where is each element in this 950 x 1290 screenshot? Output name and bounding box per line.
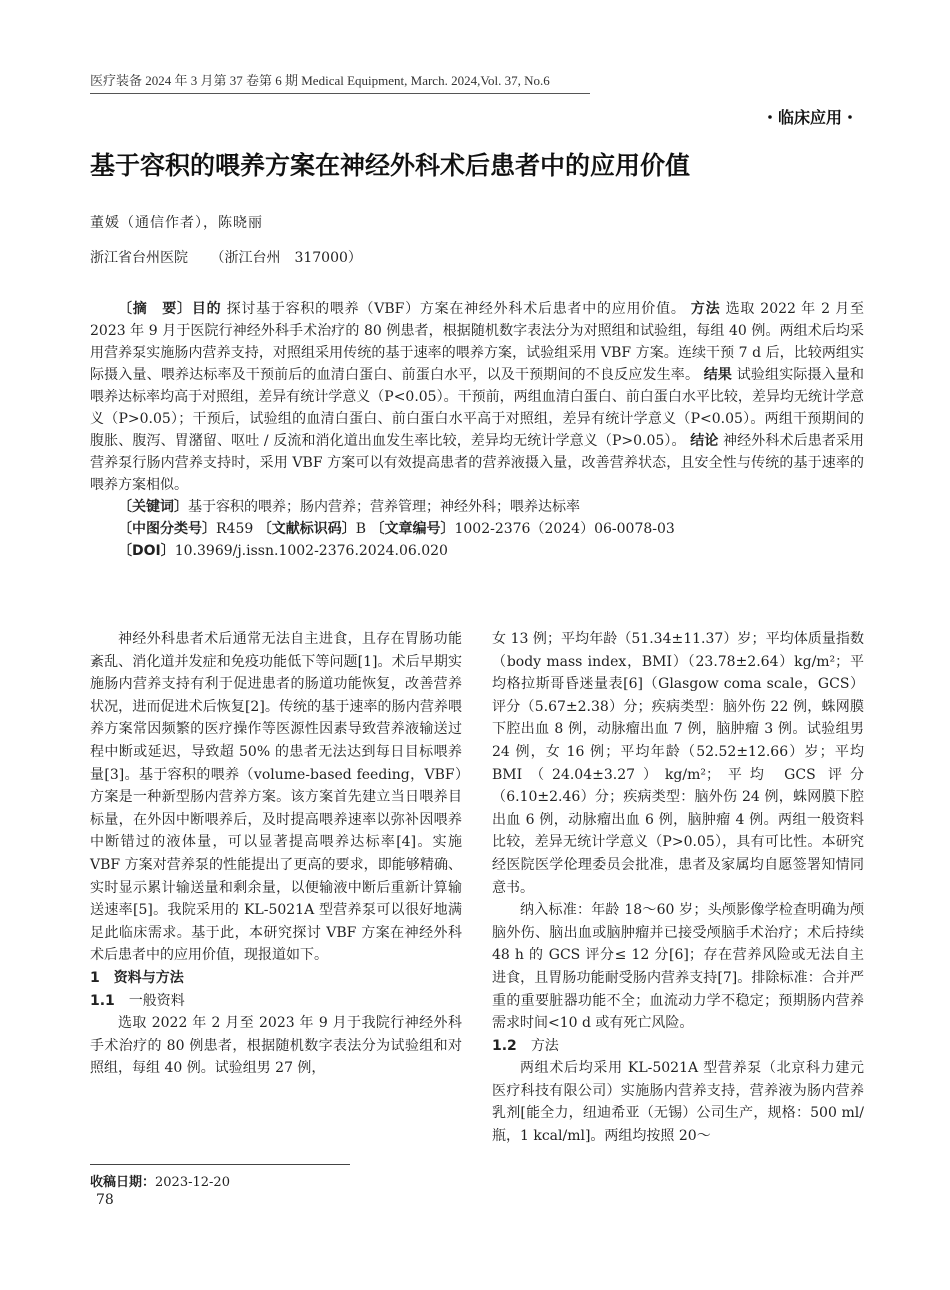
methods-text: 选取 2022 年 2 月至 2023 年 9 月于医院行神经外科手术治疗的 80 例患者，根据随机数字表法分为对照组和试验组，每组 40 例。两组术后均采用营养泵实施肠内营养支持，对照组采用传统的基于速率的喂养方案，试验组采用 VBF 方案。连续干预 7 d 后，比较两组实际摄入量、喂养达标率及干预前后的血清白蛋白、前蛋白水平，以及干预期间的不良反应发生率。: [90, 301, 865, 383]
heading-number: 1: [90, 969, 100, 986]
authors: 董媛（通信作者），陈晓丽: [90, 215, 263, 231]
body-right-column: [492, 628, 864, 1148]
criteria-paragraph: 纳入标准：年龄 18～60 岁；头颅影像学检查明确为颅脑外伤、脑出血或脑肿瘤并已接受颅脑手术治疗；术后持续 48 h 的 GCS 评分≤ 12 分[6]；存在营养风险或无法自主进食，且胃肠功能耐受肠内营养支持[7]。排除标准：合并严重的重要脏器功能不全；血流动力学不稳定；预期肠内营养需求时间<10 d 或有死亡风险。: [492, 902, 864, 1032]
subheading-number: 1.2: [492, 1037, 517, 1054]
heading-text: 资料与方法: [113, 969, 184, 986]
methods-label: 方法: [690, 301, 721, 317]
heading-methods: [492, 1035, 864, 1058]
doi-value: 10.3969/j.issn.1002-2376.2024.06.020: [174, 543, 448, 559]
general-data-continued: 女 13 例；平均年龄（51.34±11.37）岁；平均体质量指数（body mass index，BMI）（23.78±2.64）kg/m²；平均格拉斯哥昏迷量表[6]（Glasgow coma scale，GCS）评分（5.67±2.38）分；疾病类型：脑外伤 22 例，蛛网膜下腔出血 8 例，动脉瘤出血 7 例，脑肿瘤 3 例。试验组男 24 例，女 16 例；平均年龄（52.52±12.66）岁；平均 BMI（24.04±3.27）kg/m²；平均 GCS 评分（6.10±2.46）分；疾病类型：脑外伤 24 例，蛛网膜下腔出血 6 例，动脉瘤出血 6 例，脑肿瘤 4 例。两组一般资料比较，差异无统计学意义（P>0.05），具有可比性。本研究经医院医学伦理委员会批准，患者及家属均自愿签署知情同意书。: [492, 631, 864, 896]
subheading-number: 1.1: [90, 992, 115, 1009]
received-value: 2023-12-20: [155, 1175, 230, 1190]
doi-line: [90, 540, 864, 562]
affiliation-name: 浙江省台州医院: [90, 250, 188, 266]
received-label: 收稿日期：: [90, 1175, 156, 1190]
journal-header: 医疗装备 2024 年 3 月第 37 卷第 6 期 Medical Equipment, March. 2024,Vol. 37, No.6: [90, 70, 590, 94]
intro-paragraph: 神经外科患者术后通常无法自主进食，且存在胃肠功能紊乱、消化道并发症和免疫功能低下等问题[1]。术后早期实施肠内营养支持有利于促进患者的肠道功能恢复，改善营养状况，进而促进术后恢复[2]。传统的基于速率的肠内营养喂养方案常因频繁的医疗操作等医源性因素导致营养液输送过程中断或延迟，导致超 50% 的患者无法达到每日目标喂养量[3]。基于容积的喂养（volume-based feeding，VBF）方案是一种新型肠内营养方案。该方案首先建立当日喂养目标量，在外因中断喂养后，及时提高喂养速率以弥补因喂养中断错过的液体量，可以显著提高喂养达标率[4]。实施 VBF 方案对营养泵的性能提出了更高的要求，即能够精确、实时显示累计输送量和剩余量，以便输液中断后重新计算输送速率[5]。我院采用的 KL-5021A 型营养泵可以很好地满足此临床需求。基于此，本研究探讨 VBF 方案在神经外科术后患者中的应用价值，现报道如下。: [90, 631, 462, 964]
affiliation-location: （浙江台州 317000）: [210, 250, 362, 266]
affiliation: [90, 247, 362, 267]
objective-text: 探讨基于容积的喂养（VBF）方案在神经外科术后患者中的应用价值。: [226, 301, 686, 317]
received-date: [90, 1164, 350, 1190]
doc-code-label: 〔文献标识码〕: [257, 521, 356, 537]
keywords-value: 基于容积的喂养；肠内营养；营养管理；神经外科；喂养达标率: [188, 499, 580, 515]
doc-code-value: B: [355, 521, 367, 537]
classification-line: [90, 518, 864, 540]
keywords-label: 〔关键词〕: [118, 499, 188, 515]
subheading-text: 方法: [530, 1037, 559, 1054]
results-label: 结果: [703, 367, 733, 383]
abstract: [90, 298, 864, 562]
article-title: 基于容积的喂养方案在神经外科术后患者中的应用价值: [90, 151, 691, 180]
conclusion-text: 神经外科术后患者采用营养泵行肠内营养支持时，采用 VBF 方案可以有效提高患者的营养液摄入量，改善营养状态，且安全性与传统的基于速率的喂养方案相似。: [90, 433, 865, 493]
results-text: 试验组实际摄入量和喂养达标率均高于对照组，差异有统计学意义（P<0.05）。干预前，两组血清白蛋白、前白蛋白水平比较，差异均无统计学意义（P>0.05）；干预后，试验组的血清白蛋白、前白蛋白水平高于对照组，差异有统计学意义（P<0.05）。两组干预期间的腹胀、腹泻、胃潴留、呕吐 / 反流和消化道出血发生率比较，差异均无统计学意义（P>0.05）。: [90, 367, 865, 449]
article-number-value: 1002-2376（2024）06-0078-03: [454, 521, 675, 537]
clc-value: R459: [216, 521, 254, 537]
conclusion-label: 结论: [690, 433, 719, 449]
keywords-line: [90, 496, 864, 518]
objective-label: 目的: [191, 301, 222, 317]
doi-label: 〔DOI〕: [118, 543, 175, 559]
methods-paragraph: 两组术后均采用 KL-5021A 型营养泵（北京科力建元医疗科技有限公司）实施肠内营养支持，营养液为肠内营养乳剂[能全力，纽迪希亚（无锡）公司生产，规格：500 ml/瓶，1 kcal/ml]。两组均按照 20～: [492, 1060, 864, 1145]
general-data-paragraph: 选取 2022 年 2 月至 2023 年 9 月于我院行神经外科手术治疗的 80 例患者，根据随机数字表法分为试验组和对照组，每组 40 例。试验组男 27 例，: [90, 1015, 462, 1077]
body-left-column: [90, 628, 462, 1080]
heading-materials-methods: [90, 967, 462, 990]
page-number: 78: [96, 1192, 114, 1208]
section-label: ・临床应用・: [761, 108, 858, 127]
heading-general-data: [90, 990, 462, 1013]
abstract-label: 〔摘 要〕: [118, 301, 192, 317]
article-number-label: 〔文章编号〕: [370, 521, 455, 537]
clc-label: 〔中图分类号〕: [118, 521, 216, 537]
subheading-text: 一般资料: [128, 992, 185, 1009]
